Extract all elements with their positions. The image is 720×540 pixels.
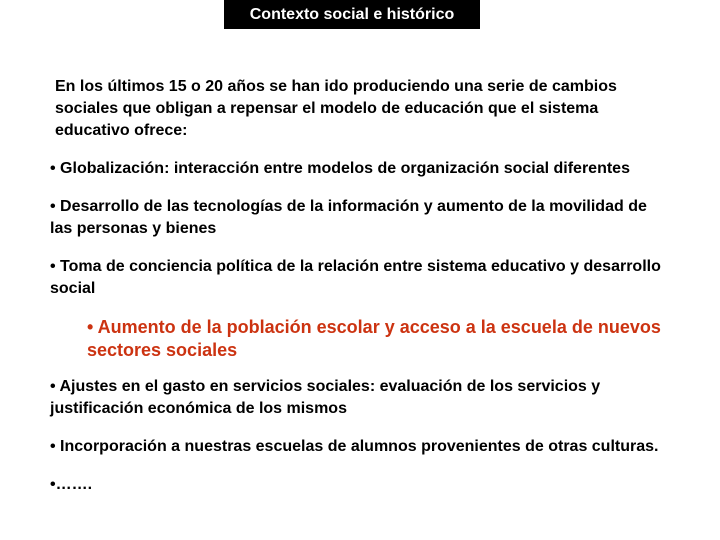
slide-title: Contexto social e histórico [224,0,480,29]
bullet-gasto-servicios: • Ajustes en el gasto en servicios sociales: evaluación de los servicios y justificación económica de los mismos [50,378,601,417]
bullet-poblacion-escolar-highlight: • Aumento de la población escolar y acceso a la escuela de nuevos sectores sociales [87,317,661,360]
intro-paragraph: En los últimos 15 o 20 años se han ido produciendo una serie de cambios sociales que obligan a repensar el modelo de educación que el sistema educativo ofrece: [55,78,617,139]
slide-content [50,76,670,496]
bullet-otras-culturas: • Incorporación a nuestras escuelas de alumnos provenientes de otras culturas. [50,438,659,455]
bullet-ellipsis: •……. [50,476,93,493]
bullet-tecnologias: • Desarrollo de las tecnologías de la información y aumento de la movilidad de las personas y bienes [50,198,647,237]
bullet-globalizacion: • Globalización: interacción entre modelos de organización social diferentes [50,160,630,177]
bullet-conciencia-politica: • Toma de conciencia política de la relación entre sistema educativo y desarrollo social [50,258,661,297]
